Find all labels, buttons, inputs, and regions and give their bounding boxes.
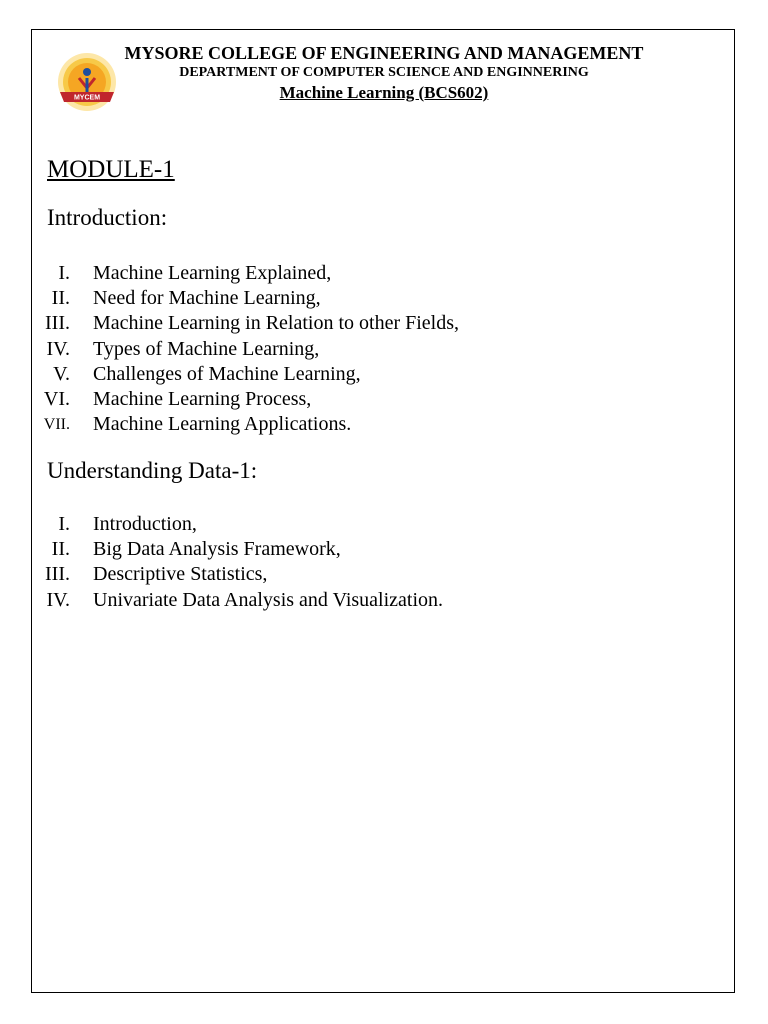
list-numeral: III. [45,312,70,335]
list-item [0,286,720,311]
list-item-text: Machine Learning in Relation to other Fields, [93,312,460,335]
module-title: MODULE-1 [47,156,175,183]
list-numeral: IV. [46,588,70,611]
introduction-topic-list [0,261,720,437]
list-numeral: I. [58,262,70,284]
document-header [100,42,668,104]
list-item [0,261,720,286]
section-heading-understanding-data: Understanding Data-1: [47,458,258,483]
list-item [0,311,720,336]
department-name: DEPARTMENT OF COMPUTER SCIENCE AND ENGINNERING [179,65,589,80]
list-numeral: VII. [43,416,70,434]
list-item [0,588,720,613]
list-item [0,412,720,437]
list-item [0,387,720,412]
list-item-text: Need for Machine Learning, [93,287,321,310]
list-item [0,562,720,587]
course-title: Machine Learning (BCS602) [279,83,489,102]
list-item-text: Machine Learning Explained, [93,262,332,284]
list-item-text: Machine Learning Process, [93,387,312,410]
list-item [0,537,720,562]
list-item-text: Big Data Analysis Framework, [93,538,341,561]
logo-text: MYCEM [73,94,101,102]
list-item-text: Types of Machine Learning, [93,337,320,360]
list-item [0,337,720,362]
list-numeral: VI. [43,387,70,410]
list-item-text: Introduction, [93,513,197,535]
understanding-data-topic-list [0,512,720,613]
list-numeral: II. [51,287,70,310]
list-item [0,362,720,387]
list-numeral: II. [51,538,70,561]
section-heading-introduction: Introduction: [47,205,168,230]
list-item [0,512,720,537]
list-item-text: Machine Learning Applications. [93,413,352,436]
list-numeral: III. [45,563,70,586]
list-numeral: IV. [46,337,70,360]
list-numeral: V. [53,362,70,385]
list-item-text: Descriptive Statistics, [93,563,268,586]
list-numeral: I. [58,513,70,535]
list-item-text: Challenges of Machine Learning, [93,362,361,385]
list-item-text: Univariate Data Analysis and Visualization. [93,588,444,611]
college-name: MYSORE COLLEGE OF ENGINEERING AND MANAGEMENT [124,43,644,63]
